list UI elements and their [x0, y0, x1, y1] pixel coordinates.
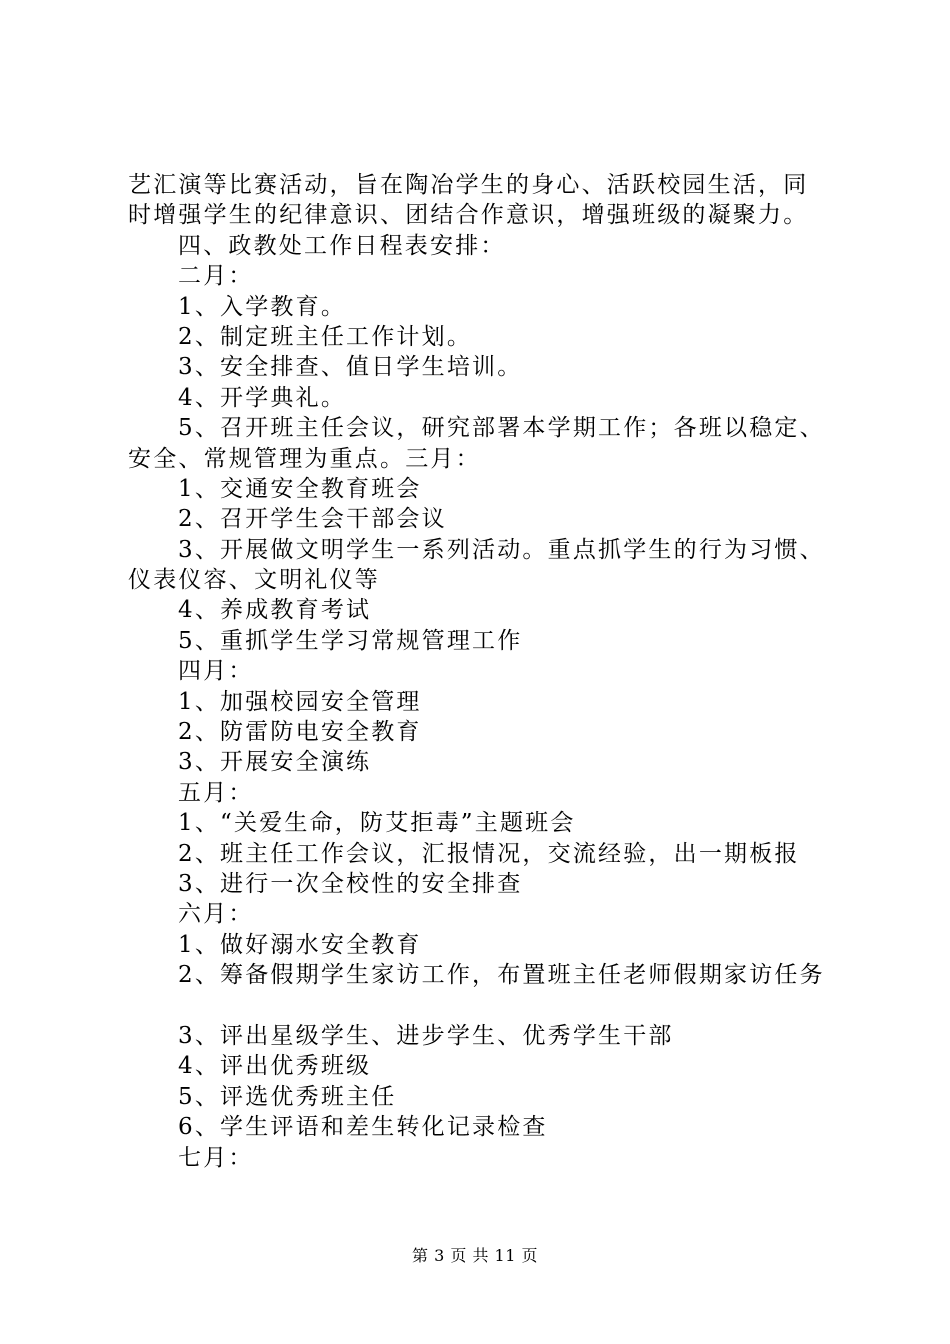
text-line: 2、召开学生会干部会议 [178, 506, 447, 533]
text-line: 2、制定班主任工作计划。 [178, 323, 473, 350]
text-line: 时增强学生的纪律意识、团结合作意识，增强班级的凝聚力。 [128, 202, 809, 229]
page-footer: 第 3 页 共 11 页 [412, 1246, 538, 1265]
text-line: 四、政教处工作日程表安排： [178, 232, 506, 259]
text-line: 五月： [178, 779, 254, 806]
text-line: 安全、常规管理为重点。三月： [128, 445, 481, 472]
text-line: 1、“关爱生命，防艾拒毒”主题班会 [178, 810, 576, 837]
text-line: 2、筹备假期学生家访工作，布置班主任老师假期家访任务 [178, 962, 825, 989]
text-line: 4、评出优秀班级 [178, 1053, 372, 1080]
text-line: 艺汇演等比赛活动，旨在陶冶学生的身心、活跃校园生活，同 [128, 172, 809, 198]
text-line: 七月： [178, 1144, 254, 1171]
text-line: 3、评出星级学生、进步学生、优秀学生干部 [178, 1022, 674, 1049]
text-line: 3、开展做文明学生一系列活动。重点抓学生的行为习惯、 [178, 536, 825, 563]
text-line: 二月： [178, 263, 254, 290]
text-line: 4、开学典礼。 [178, 384, 347, 411]
text-line: 5、重抓学生学习常规管理工作 [178, 627, 523, 654]
text-line: 3、开展安全演练 [178, 749, 372, 776]
text-line: 5、评选优秀班主任 [178, 1083, 397, 1110]
text-line: 5、召开班主任会议，研究部署本学期工作；各班以稳定、 [178, 415, 825, 442]
text-line: 2、班主任工作会议，汇报情况，交流经验，出一期板报 [178, 840, 800, 867]
text-line: 1、交通安全教育班会 [178, 475, 422, 502]
body-text [128, 170, 848, 1173]
blank-line [128, 991, 848, 1021]
text-line: 3、安全排查、值日学生培训。 [178, 354, 523, 381]
text-line: 四月： [178, 658, 254, 685]
text-line: 1、做好溺水安全教育 [178, 931, 422, 958]
text-line: 4、养成教育考试 [178, 597, 372, 624]
text-line: 6、学生评语和差生转化记录检查 [178, 1114, 548, 1141]
text-line: 仪表仪容、文明礼仪等 [128, 567, 380, 594]
text-line: 1、加强校园安全管理 [178, 688, 422, 715]
text-line: 2、防雷防电安全教育 [178, 719, 422, 746]
text-line: 3、进行一次全校性的安全排查 [178, 870, 523, 897]
text-line: 六月： [178, 901, 254, 928]
text-line: 1、入学教育。 [178, 293, 347, 320]
